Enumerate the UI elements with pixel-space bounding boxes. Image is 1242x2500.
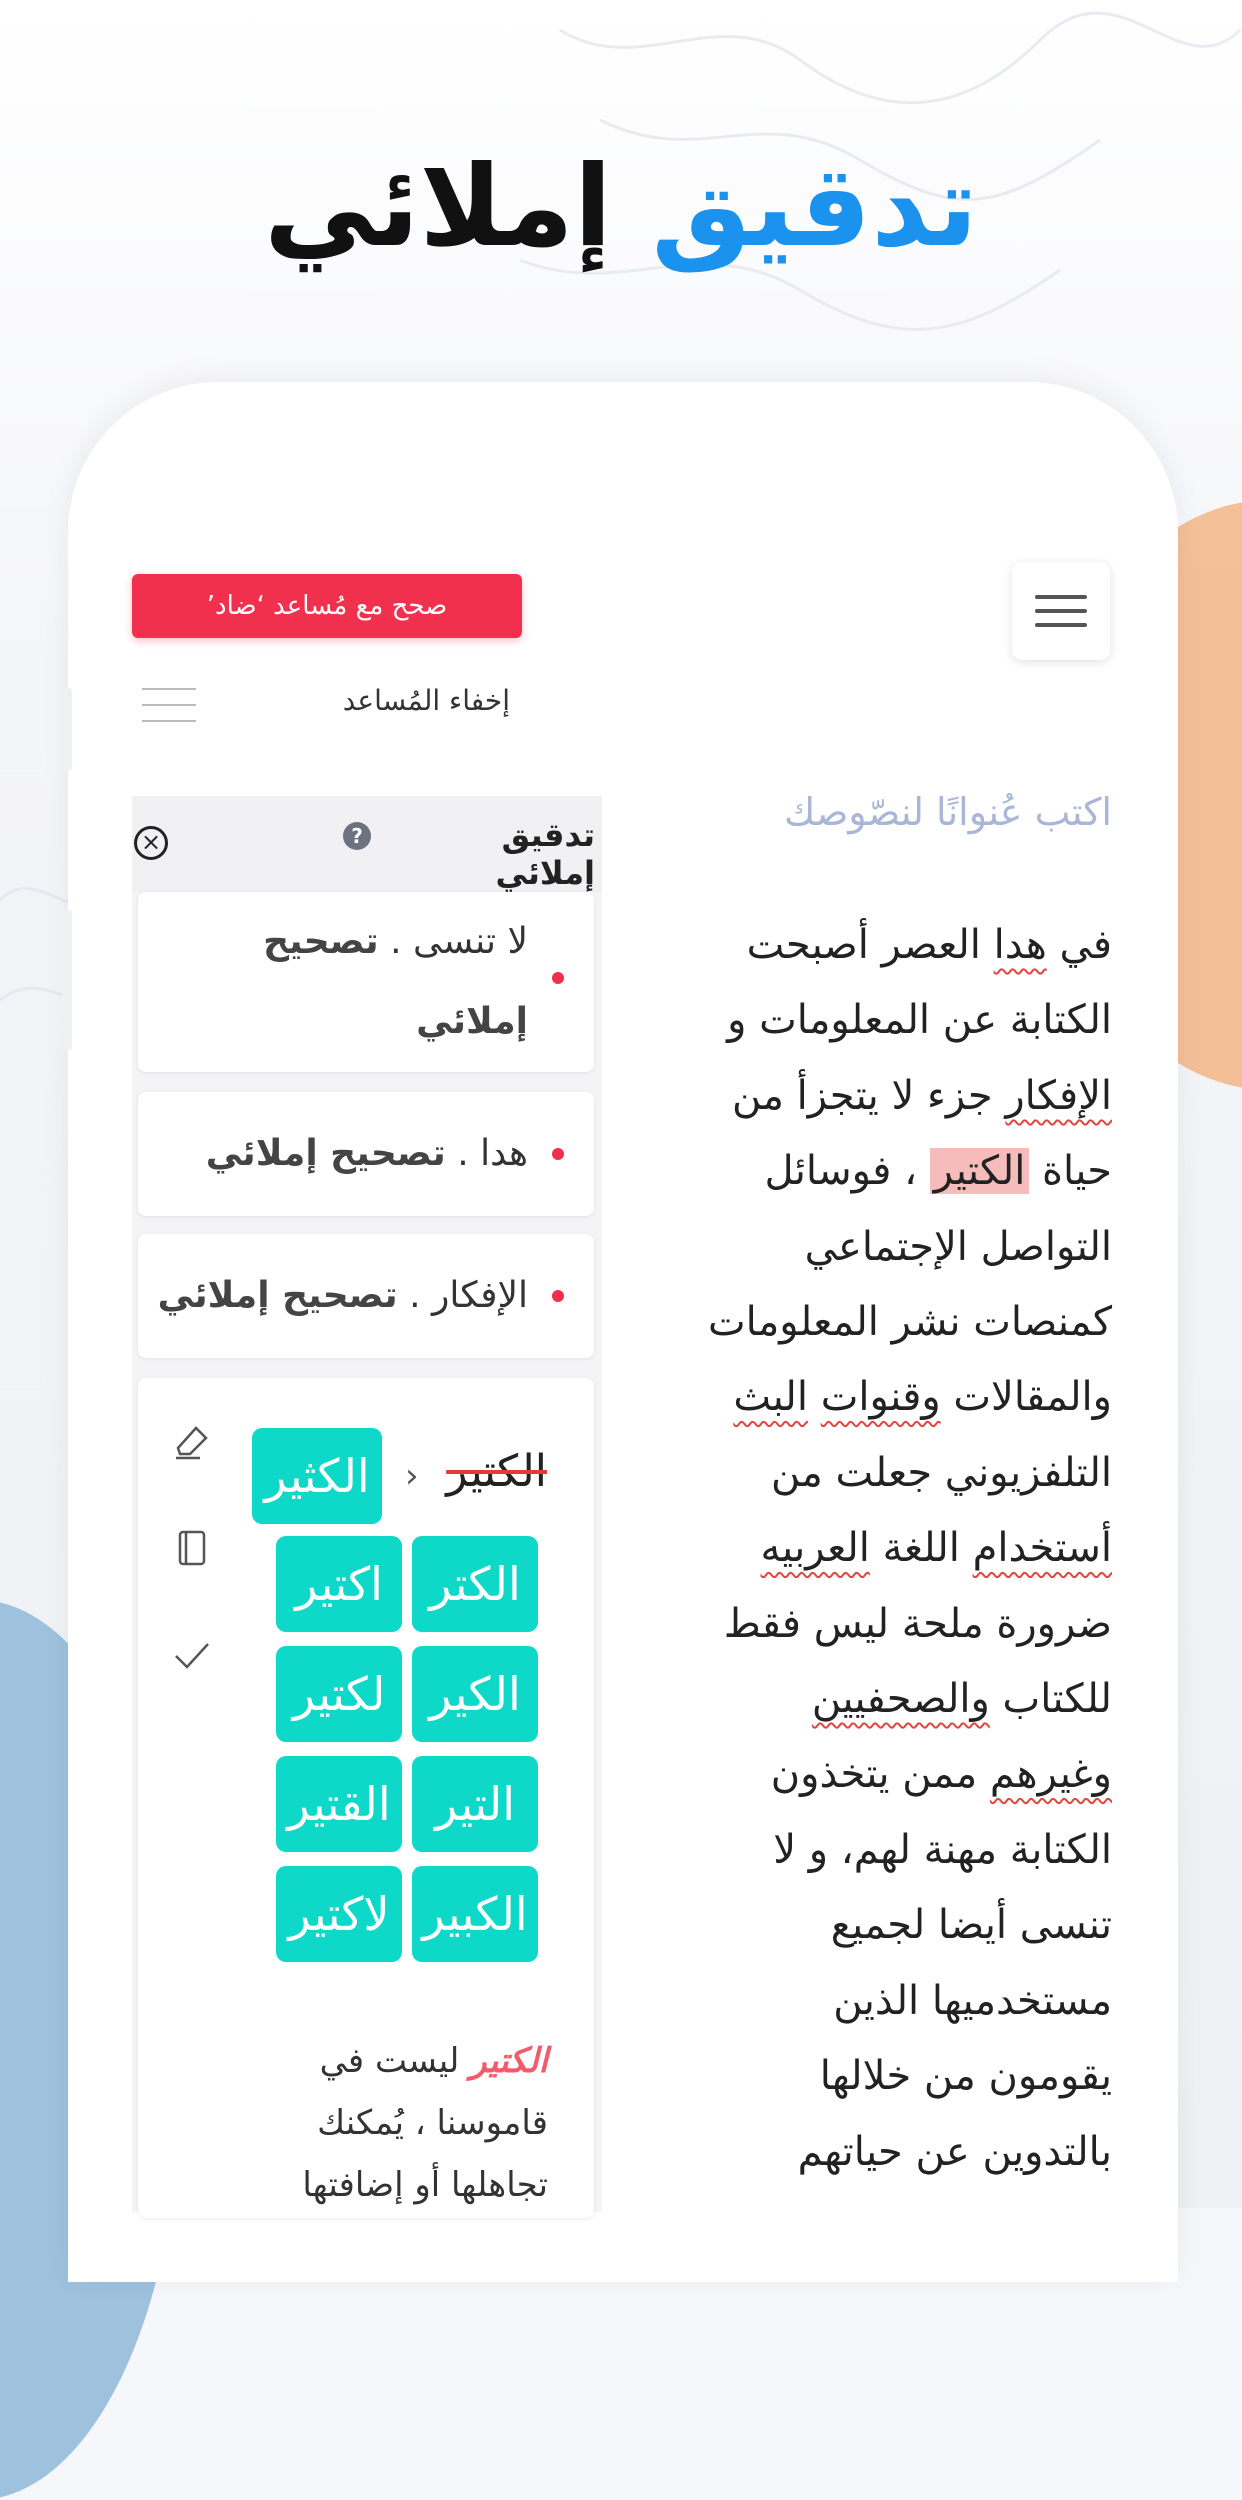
text-segment: للكتاب	[989, 1676, 1112, 1723]
text-segment: كمنصات نشر المعلومات	[708, 1299, 1112, 1346]
text-segment: مستخدميها الذين	[833, 1977, 1112, 2024]
misspelled-text[interactable]: والصحفيين	[811, 1676, 990, 1723]
text-line[interactable]	[640, 1737, 1112, 1812]
text-line[interactable]	[640, 1134, 1112, 1209]
suggestion-chip[interactable]: الكير	[412, 1646, 538, 1742]
text-line[interactable]	[640, 1587, 1112, 1662]
text-segment: اللغة	[869, 1525, 973, 1572]
text-segment: الكتابة عن المعلومات و	[727, 997, 1112, 1044]
issue-dot	[552, 1148, 564, 1160]
text-segment	[808, 1374, 821, 1420]
page-headline	[0, 140, 1242, 274]
text-segment: تنسى أيضا لجميع	[830, 1902, 1112, 1949]
phone-side-button	[62, 910, 72, 1050]
misspelled-word: الكتير	[446, 1446, 547, 1497]
issue-dot	[552, 1290, 564, 1302]
suggestion-chip[interactable]: القتير	[276, 1756, 402, 1852]
misspelled-text[interactable]: العربيه	[760, 1525, 870, 1572]
document-text[interactable]	[640, 908, 1112, 2190]
headline-word-blue: تدقيق	[651, 142, 978, 272]
text-segment: العصر أصبحت	[746, 922, 994, 968]
text-segment: جزء لا يتجزأ من	[732, 1072, 1006, 1119]
text-segment: حياة	[1029, 1148, 1112, 1195]
text-segment: ضرورة ملحة ليس فقط	[723, 1600, 1112, 1647]
book-icon[interactable]	[170, 1526, 214, 1570]
unknown-word-note: الكتير ليست في قاموسنا ، يُمكنك تجاهلها أو إضافتها	[302, 2041, 548, 2205]
suggestion-chip[interactable]: الكبير	[412, 1866, 538, 1962]
misspelled-text[interactable]: هدا	[993, 922, 1047, 968]
text-line[interactable]	[640, 1360, 1112, 1435]
text-line[interactable]	[640, 908, 1112, 983]
eraser-icon[interactable]	[170, 1418, 214, 1462]
suggestion-chip[interactable]: لاكتير	[276, 1866, 402, 1962]
misspelled-text[interactable]: البث	[733, 1374, 808, 1421]
suggestion-chip[interactable]: لكتير	[276, 1646, 402, 1742]
issue-card[interactable]	[138, 1234, 594, 1358]
text-line[interactable]	[640, 1210, 1112, 1285]
text-line[interactable]	[640, 983, 1112, 1058]
issue-card[interactable]	[138, 1092, 594, 1216]
text-segment: يقومون من خلالها	[819, 2053, 1112, 2100]
misspelled-text[interactable]: الإفكار	[1005, 1072, 1112, 1119]
text-line[interactable]	[640, 1059, 1112, 1134]
text-line[interactable]	[640, 1511, 1112, 1586]
text-segment: الكتابة مهنة لهم، و لا	[773, 1826, 1112, 1873]
check-icon[interactable]	[170, 1634, 214, 1678]
headline-word-dark: إملائي	[264, 142, 613, 272]
text-line[interactable]	[640, 1285, 1112, 1360]
suggestion-chip[interactable]: اكتير	[276, 1536, 402, 1632]
title-input[interactable]: اكتب عُنوانًا لنصّوصك	[784, 790, 1112, 834]
text-line[interactable]	[640, 2039, 1112, 2114]
text-line[interactable]	[640, 1662, 1112, 1737]
text-line[interactable]	[640, 2115, 1112, 2190]
text-segment: والمقالات	[940, 1374, 1112, 1421]
suggestion-chip[interactable]: التير	[412, 1756, 538, 1852]
text-line[interactable]	[640, 1436, 1112, 1511]
fix-with-assistant-button[interactable]: صحح مع مُساعد ‘ضاد’	[132, 574, 522, 638]
misspelled-text[interactable]: أستخدام	[972, 1525, 1112, 1572]
issue-dot	[552, 972, 564, 984]
highlighted-error[interactable]: الكتير	[930, 1148, 1030, 1194]
text-line[interactable]	[640, 1964, 1112, 2039]
menu-button[interactable]	[1012, 562, 1110, 660]
misspelled-text[interactable]: وقنوات	[820, 1374, 941, 1421]
spellcheck-title: تدقيق إملائي	[495, 816, 595, 892]
chevron-icon: ›	[405, 1456, 419, 1496]
text-segment: التواصل الإجتماعي	[804, 1223, 1112, 1270]
phone-side-button	[62, 688, 72, 770]
issue-text: لا تنسى . تصحيح إملائي	[263, 921, 528, 1042]
text-line[interactable]	[640, 1813, 1112, 1888]
text-segment: التلفزيوني جعلت من	[770, 1449, 1112, 1496]
text-segment: ممن يتخذون	[770, 1751, 990, 1798]
issue-text: هدا . تصحيح إملائي	[205, 1133, 528, 1174]
misspelled-text[interactable]: وغيرهم	[989, 1751, 1112, 1798]
issue-card[interactable]	[138, 892, 594, 1072]
text-segment: ، فوسائل	[764, 1148, 930, 1195]
text-segment: بالتدوين عن حياتهم	[797, 2128, 1112, 2175]
text-line[interactable]	[640, 1888, 1112, 1963]
suggestion-chip[interactable]: الكتر	[412, 1536, 538, 1632]
main-suggestion-chip[interactable]: الكثير	[252, 1428, 382, 1524]
issue-text: الإفكار . تصحيح إملائي	[157, 1275, 528, 1316]
hide-assistant-button[interactable]: إخفاء المُساعد	[342, 684, 510, 717]
text-segment: في	[1046, 922, 1112, 968]
lines-icon[interactable]	[142, 688, 196, 722]
help-icon[interactable]: ?	[343, 822, 371, 850]
close-icon[interactable]: ×	[134, 826, 168, 860]
menu-icon	[1035, 595, 1087, 599]
